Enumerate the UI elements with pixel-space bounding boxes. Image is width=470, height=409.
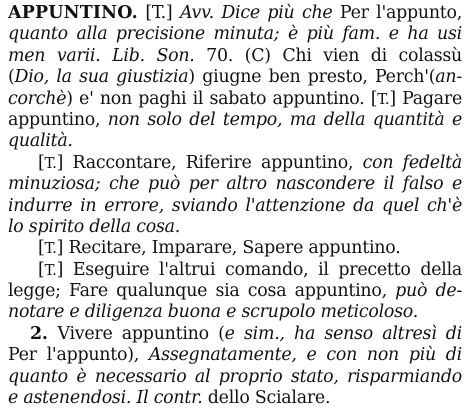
entry-line xyxy=(8,281,462,302)
entry-line xyxy=(8,217,462,238)
entry-line xyxy=(8,302,462,323)
entry-line xyxy=(8,24,462,45)
text-run: ] Pagare xyxy=(389,88,462,109)
italic-run: quanto alla precisione minuta; è più fam. e ha usi xyxy=(8,24,462,45)
entry-line xyxy=(8,324,462,345)
small-caps-run: T. xyxy=(44,153,57,172)
small-caps-run: T. xyxy=(44,260,57,279)
entry-line xyxy=(8,367,462,388)
text-run: [ xyxy=(38,259,45,280)
small-caps-run: T. xyxy=(44,239,57,258)
text-run: [ xyxy=(38,238,45,259)
italic-run: Assegnatamente, e con non più di xyxy=(148,345,462,366)
entry-line xyxy=(8,345,462,366)
italic-run: con fedeltà xyxy=(362,152,462,173)
entry-line xyxy=(8,89,462,110)
entry-line xyxy=(8,110,462,131)
italic-run: Avv. Dice più che xyxy=(179,3,340,23)
text-run: ) e' non paghi il sabato appuntino. [ xyxy=(66,88,378,109)
text-run: ( xyxy=(8,67,15,88)
text-run: appuntino, xyxy=(8,109,108,130)
small-caps-run: T. xyxy=(377,89,390,108)
italic-run: corchè xyxy=(8,88,67,109)
text-run: dello Scialare. xyxy=(207,388,331,409)
entry-line xyxy=(8,46,462,67)
text-run: ] Recitare, Imparare, Sapere appuntino. xyxy=(56,238,401,259)
sense-number: 2. xyxy=(30,323,58,344)
italic-run: an- xyxy=(435,67,462,88)
entry-line xyxy=(8,3,462,24)
entry-line xyxy=(8,153,462,174)
text-run: 70. (C) Chi vien di colassù xyxy=(206,45,462,66)
italic-run: indurre in errore, sviando l'attenzione da quel ch'è xyxy=(8,195,462,216)
text-run: [ xyxy=(38,152,45,173)
italic-run: può de- xyxy=(395,281,462,302)
entry-line xyxy=(8,67,462,88)
italic-run: lo spirito della cosa. xyxy=(8,216,181,237)
headword: APPUNTINO. xyxy=(8,3,138,23)
italic-run: quanto è necessario al proprio stato, risparmiando xyxy=(8,366,462,387)
italic-run: notare e diligenza buona e scrupolo meticoloso. xyxy=(8,302,418,323)
entry-line xyxy=(8,260,462,281)
text-run: Per l'appunto, xyxy=(339,3,462,23)
entry-line xyxy=(8,131,462,152)
text-run: ), xyxy=(127,345,149,366)
italic-run: minuziosa; che può per altro nascondere il falso e xyxy=(8,174,462,195)
text-run: ] Raccontare, Riferire appuntino, xyxy=(56,152,363,173)
text-run: legge; Fare qualunque sia cosa appuntino, xyxy=(8,281,396,302)
entry-line xyxy=(8,174,462,195)
entry-line xyxy=(8,196,462,217)
text-run: Per l'appunto xyxy=(8,345,128,366)
text-run: [T.] xyxy=(137,3,180,23)
italic-run: qualità. xyxy=(8,131,73,152)
italic-run: Dio, la sua giustizia xyxy=(14,67,189,88)
entry-line xyxy=(8,238,462,259)
text-run: ] Eseguire l'altrui comando, il precetto della xyxy=(56,259,462,280)
italic-run: non solo del tempo, ma della quantità e xyxy=(107,109,462,130)
italic-run: men varii. Lib. Son. xyxy=(8,45,207,66)
text-run: ) giugne ben presto, Perch'( xyxy=(188,67,436,88)
text-run: Vivere appuntino ( xyxy=(57,323,225,344)
italic-run: e sim., ha senso altresì di xyxy=(224,323,462,344)
italic-run: e astenendosi. Il contr. xyxy=(8,388,208,409)
